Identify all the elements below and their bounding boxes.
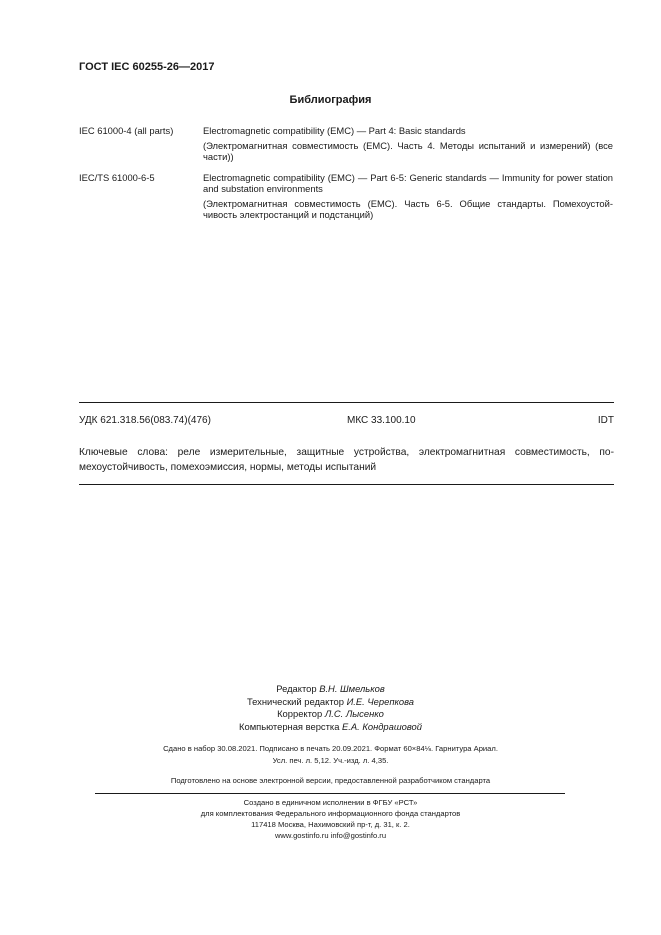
credit-line [0, 708, 661, 721]
credits-block [0, 683, 661, 733]
reference-title-ru: (Электромагнитная совместимость (ЕМС). Часть 4. Методы испытаний и измерений) (все части)) [203, 140, 613, 163]
document-id-header: ГОСТ IEC 60255-26—2017 [79, 61, 215, 73]
mks-code: МКС 33.100.10 [347, 415, 416, 426]
credit-line [0, 683, 661, 696]
reference-title-ru: (Электромагнитная совместимость (ЕМС). Часть 6-5. Общие стандарты. Помехоустой-чивость электростанций и подстанций) [203, 198, 613, 221]
credit-role: Технический редактор [246, 695, 344, 707]
divider-bottom [79, 484, 614, 485]
divider-publisher [95, 793, 565, 794]
credit-role: Компьютерная верстка [239, 720, 340, 732]
credit-name: И.Е. Черепкова [346, 695, 415, 707]
idt-label: IDT [597, 415, 614, 426]
publisher-contacts: www.gostinfo.ru info@gostinfo.ru [274, 831, 387, 840]
publisher-line: 117418 Москва, Нахимовский пр-т, д. 31, к. 2. [251, 820, 410, 829]
print-info-line: Усл. печ. л. 5,12. Уч.-изд. л. 4,35. [272, 756, 389, 765]
source-note: Подготовлено на основе электронной версии, предоставленной разработчиком стандарта [170, 776, 491, 785]
credit-role: Редактор [276, 683, 317, 694]
publisher-line: для комплектования Федерального информационного фонда стандартов [200, 809, 461, 818]
udk-code: УДК 621.318.56(083.74)(476) [79, 415, 211, 426]
credit-name: Л.С. Лысенко [324, 708, 384, 720]
divider-top [79, 402, 614, 403]
reference-code: IEC 61000-4 (all parts) [79, 125, 174, 136]
bibliography-title: Библиография [289, 94, 372, 106]
print-info-line: Сдано в набор 30.08.2021. Подписано в печать 20.09.2021. Формат 60×84⅛. Гарнитура Ариал. [163, 744, 498, 753]
reference-code: IEC/TS 61000-6-5 [79, 172, 155, 183]
reference-title-en: Electromagnetic compatibility (EMC) — Part 4: Basic standards [203, 125, 466, 136]
reference-title-en: Electromagnetic compatibility (EMC) — Part 6-5: Generic standards — Immunity for power station and substation environments [203, 172, 613, 195]
credit-line [0, 721, 661, 734]
credit-name: Е.А. Кондрашовой [342, 720, 422, 732]
credit-name: В.Н. Шмельков [319, 683, 385, 694]
keywords-text: Ключевые слова: реле измерительные, защитные устройства, электромагнитная совместимость, по-мехоустойчивость, помехоэмиссия, нормы, методы испытаний [79, 447, 614, 473]
credit-role: Корректор [277, 708, 323, 720]
credit-line [0, 696, 661, 709]
publisher-line: Создано в единичном исполнении в ФГБУ «РСТ» [243, 798, 418, 807]
